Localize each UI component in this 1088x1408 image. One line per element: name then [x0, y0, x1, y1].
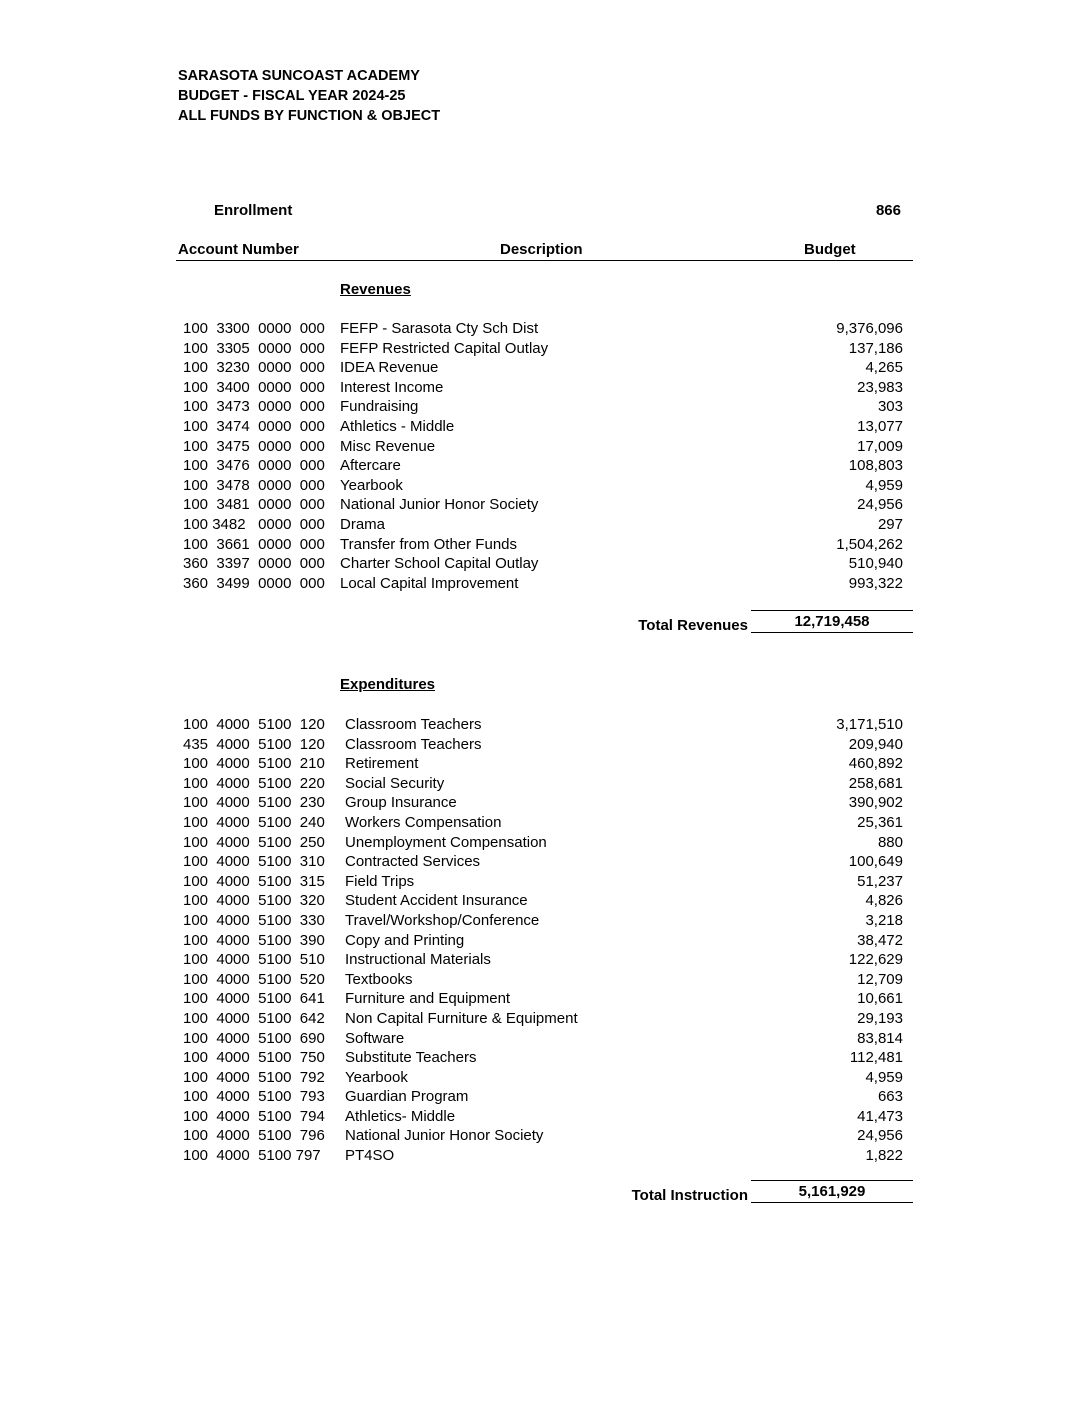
row-description: Classroom Teachers	[345, 716, 482, 733]
row-amount: 83,814	[857, 1029, 903, 1047]
row-amount: 880	[877, 833, 903, 851]
table-row	[183, 1146, 903, 1166]
row-description: Guardian Program	[345, 1088, 469, 1106]
table-row	[183, 1087, 903, 1107]
table-row	[183, 754, 903, 774]
row-description: Drama	[340, 515, 386, 533]
row-amount: 29,193	[857, 1009, 903, 1027]
row-description: Interest Income	[340, 378, 444, 396]
row-description: Misc Revenue	[340, 437, 436, 455]
row-amount: 4,959	[865, 1068, 903, 1086]
row-description: Aftercare	[340, 457, 401, 475]
table-row	[183, 358, 903, 378]
table-row	[183, 735, 903, 755]
account-number: 100 4000 5100 796	[183, 1127, 325, 1145]
row-description: Unemployment Compensation	[345, 833, 547, 851]
row-amount: 390,902	[848, 794, 903, 812]
account-number: 100 4000 5100 220	[183, 774, 325, 792]
row-amount: 100,649	[848, 853, 903, 871]
row-description: Classroom Teachers	[345, 735, 482, 753]
row-description: Copy and Printing	[345, 931, 465, 949]
table-row	[183, 1009, 903, 1029]
row-description: National Junior Honor Society	[345, 1127, 544, 1145]
row-amount: 4,265	[865, 359, 903, 377]
table-row	[183, 950, 903, 970]
table-row	[183, 1107, 903, 1127]
expenditures-table	[183, 715, 903, 1166]
table-row	[183, 554, 903, 574]
table-row	[183, 872, 903, 892]
table-row	[183, 378, 903, 398]
row-description: Student Accident Insurance	[345, 892, 528, 910]
row-description: National Junior Honor Society	[340, 496, 539, 514]
row-description: Substitute Teachers	[345, 1049, 477, 1067]
account-number: 100 3305 0000 000	[183, 339, 325, 357]
table-row	[183, 1126, 903, 1146]
row-amount: 4,826	[865, 892, 903, 910]
table-row	[183, 319, 903, 339]
budget-title: BUDGET - FISCAL YEAR 2024-25	[178, 88, 406, 104]
enrollment-label: Enrollment	[214, 202, 293, 219]
row-amount: 122,629	[848, 951, 903, 969]
row-amount: 3,171,510	[836, 716, 903, 733]
row-amount: 209,940	[848, 735, 903, 753]
column-header-budget: Budget	[804, 241, 856, 258]
row-amount: 13,077	[857, 417, 903, 435]
row-amount: 9,376,096	[836, 320, 903, 337]
account-number: 435 4000 5100 120	[183, 735, 325, 753]
account-number: 100 3230 0000 000	[183, 359, 325, 377]
table-row	[183, 715, 903, 735]
row-amount: 510,940	[848, 555, 903, 573]
row-amount: 258,681	[848, 774, 903, 792]
table-row	[183, 515, 903, 535]
account-number: 100 3476 0000 000	[183, 457, 325, 475]
column-header-description: Description	[500, 241, 583, 258]
row-amount: 3,218	[865, 911, 903, 929]
account-number: 100 4000 5100 390	[183, 931, 325, 949]
row-amount: 23,983	[857, 378, 903, 396]
row-amount: 4,959	[865, 476, 903, 494]
account-number: 100 4000 5100 315	[183, 872, 325, 890]
report-subtitle: ALL FUNDS BY FUNCTION & OBJECT	[178, 108, 441, 124]
row-amount: 51,237	[857, 872, 903, 890]
table-row	[183, 970, 903, 990]
row-amount: 297	[877, 515, 903, 533]
row-description: FEFP - Sarasota Cty Sch Dist	[340, 320, 539, 337]
row-description: Field Trips	[345, 872, 415, 890]
row-amount: 12,709	[857, 970, 903, 988]
row-description: Social Security	[345, 774, 445, 792]
revenues-section-title: Revenues	[340, 281, 411, 298]
row-amount: 25,361	[857, 813, 903, 831]
account-number: 100 4000 5100 330	[183, 911, 325, 929]
row-description: Yearbook	[345, 1068, 408, 1086]
account-number: 100 4000 5100 250	[183, 833, 325, 851]
account-number: 100 4000 5100 793	[183, 1088, 325, 1106]
account-number: 100 3661 0000 000	[183, 535, 325, 553]
table-row	[183, 339, 903, 359]
account-number: 100 4000 5100 794	[183, 1107, 325, 1125]
table-row	[183, 535, 903, 555]
total-instruction-label: Total Instruction	[631, 1187, 748, 1204]
school-name: SARASOTA SUNCOAST ACADEMY	[178, 68, 420, 84]
column-header-account: Account Number	[178, 241, 299, 258]
row-amount: 112,481	[849, 1049, 903, 1067]
account-number: 360 3499 0000 000	[183, 574, 325, 592]
table-row	[183, 574, 903, 594]
row-amount: 663	[877, 1088, 903, 1106]
table-row	[183, 437, 903, 457]
table-row	[183, 852, 903, 872]
row-amount: 303	[877, 398, 903, 416]
account-number: 100 4000 5100 120	[183, 716, 325, 733]
table-row	[183, 931, 903, 951]
row-description: Travel/Workshop/Conference	[345, 911, 540, 929]
row-amount: 24,956	[857, 1127, 903, 1145]
row-amount: 1,822	[865, 1147, 903, 1165]
total-instruction-value: 5,161,929	[751, 1180, 913, 1203]
row-amount: 137,186	[848, 339, 903, 357]
total-revenues-value: 12,719,458	[751, 610, 913, 633]
row-amount: 1,504,262	[836, 535, 903, 553]
table-row	[183, 417, 903, 437]
account-number: 100 4000 5100 750	[183, 1049, 325, 1067]
row-description: Retirement	[345, 755, 419, 773]
row-description: Yearbook	[340, 476, 403, 494]
row-amount: 41,473	[857, 1107, 903, 1125]
account-number: 360 3397 0000 000	[183, 555, 325, 573]
total-revenues-label: Total Revenues	[638, 617, 748, 634]
table-row	[183, 476, 903, 496]
account-number: 100 4000 5100 240	[183, 813, 325, 831]
table-row	[183, 1068, 903, 1088]
row-description: PT4SO	[345, 1147, 395, 1165]
row-description: Furniture and Equipment	[345, 990, 511, 1008]
account-number: 100 3481 0000 000	[183, 496, 325, 514]
account-number: 100 4000 5100 310	[183, 853, 325, 871]
account-number: 100 4000 5100 510	[183, 951, 325, 969]
row-amount: 17,009	[857, 437, 903, 455]
row-description: Athletics - Middle	[340, 417, 455, 435]
row-amount: 38,472	[857, 931, 903, 949]
revenues-table	[183, 319, 903, 593]
account-number: 100 3475 0000 000	[183, 437, 325, 455]
account-number: 100 4000 5100 230	[183, 794, 325, 812]
table-row	[183, 1048, 903, 1068]
table-row	[183, 495, 903, 515]
account-number: 100 4000 5100 520	[183, 970, 325, 988]
row-amount: 24,956	[857, 496, 903, 514]
row-description: Charter School Capital Outlay	[340, 555, 539, 573]
row-amount: 108,803	[848, 457, 903, 475]
expenditures-section-title: Expenditures	[340, 676, 436, 693]
document-header	[178, 66, 440, 126]
account-number: 100 4000 5100 320	[183, 892, 325, 910]
table-row	[183, 774, 903, 794]
table-row	[183, 911, 903, 931]
enrollment-value: 866	[875, 202, 901, 219]
row-description: Software	[345, 1029, 405, 1047]
table-row	[183, 989, 903, 1009]
table-row	[183, 813, 903, 833]
row-amount: 993,322	[848, 574, 903, 592]
account-number: 100 4000 5100 792	[183, 1068, 325, 1086]
row-description: Workers Compensation	[345, 813, 502, 831]
table-row	[183, 456, 903, 476]
account-number: 100 4000 5100 641	[183, 990, 325, 1008]
account-number: 100 4000 5100 690	[183, 1029, 325, 1047]
row-amount: 460,892	[848, 755, 903, 773]
account-number: 100 4000 5100 797	[183, 1147, 321, 1165]
row-description: Transfer from Other Funds	[340, 535, 517, 553]
table-row	[183, 1029, 903, 1049]
account-number: 100 3400 0000 000	[183, 378, 325, 396]
account-number: 100 3300 0000 000	[183, 320, 325, 337]
row-description: Group Insurance	[345, 794, 457, 812]
row-description: Non Capital Furniture & Equipment	[345, 1009, 578, 1027]
account-number: 100 4000 5100 210	[183, 755, 325, 773]
account-number: 100 3473 0000 000	[183, 398, 325, 416]
row-description: IDEA Revenue	[340, 359, 439, 377]
row-description: Fundraising	[340, 398, 419, 416]
row-description: FEFP Restricted Capital Outlay	[340, 339, 549, 357]
row-description: Instructional Materials	[345, 951, 491, 969]
header-divider	[176, 260, 913, 261]
row-description: Textbooks	[345, 970, 413, 988]
account-number: 100 3478 0000 000	[183, 476, 325, 494]
table-row	[183, 793, 903, 813]
account-number: 100 4000 5100 642	[183, 1009, 325, 1027]
account-number: 100 3474 0000 000	[183, 417, 325, 435]
row-amount: 10,661	[857, 990, 903, 1008]
table-row	[183, 833, 903, 853]
row-description: Contracted Services	[345, 853, 481, 871]
table-row	[183, 891, 903, 911]
row-description: Local Capital Improvement	[340, 574, 519, 592]
account-number: 100 3482 0000 000	[183, 515, 325, 533]
row-description: Athletics- Middle	[345, 1107, 456, 1125]
table-row	[183, 397, 903, 417]
